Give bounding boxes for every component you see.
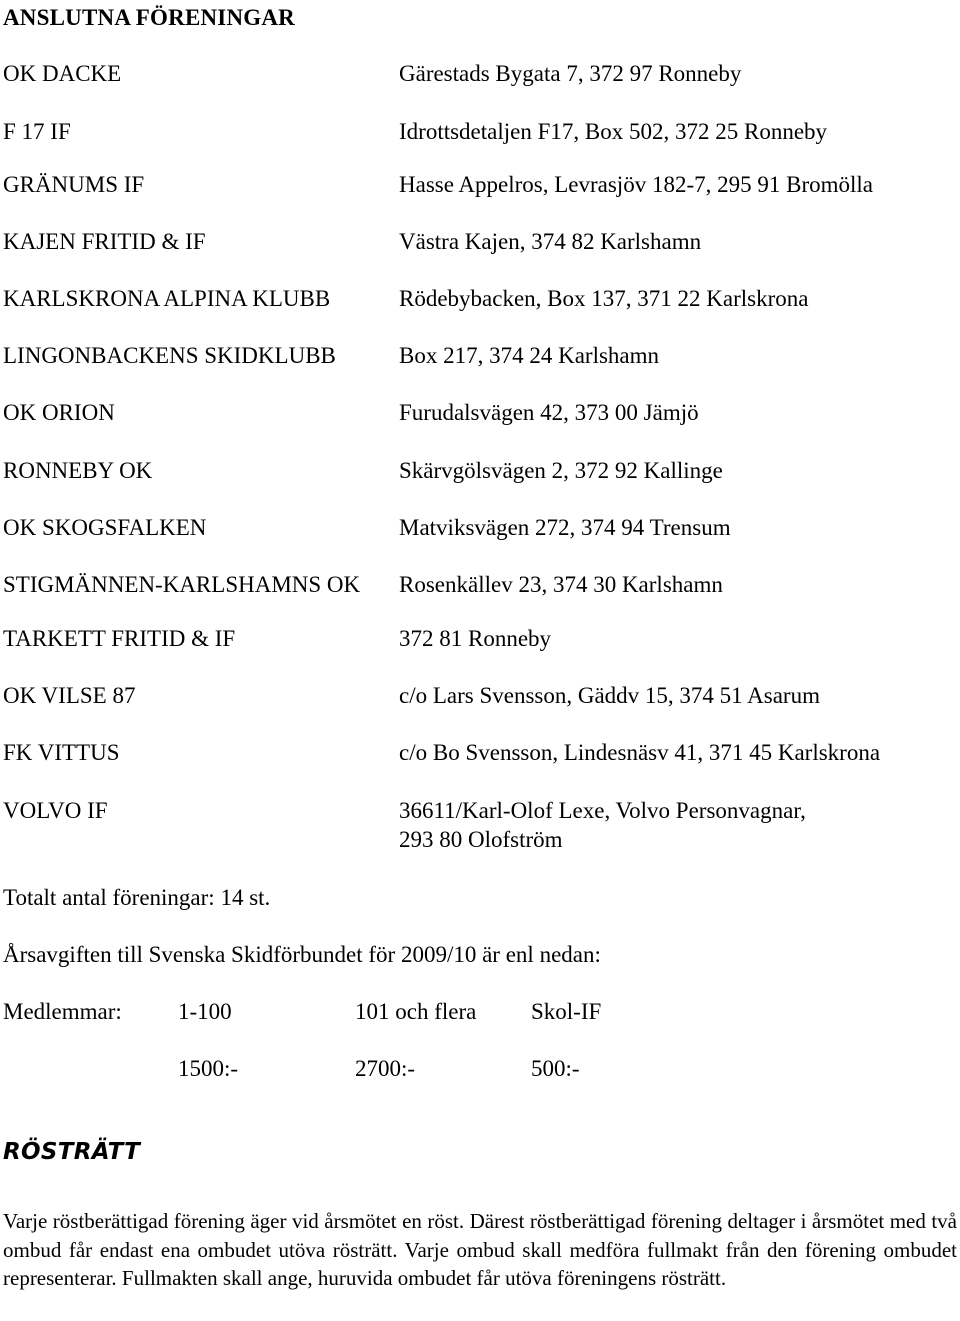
club-row xyxy=(0,342,960,370)
voting-paragraph: Varje röstberättigad förening äger vid årsmötet en röst. Därest röstberättigad förening deltager i årsmötet med två ombud får endast ena ombudet utöva rösträtt. Varje ombud skall medföra fullmakt från den förening ombudet representerar. Fullmakten skall ange, huruvida ombudet får utöva föreningens rösträtt. xyxy=(3,1209,957,1290)
fee-intro: Årsavgiften till Svenska Skidförbundet för 2009/10 är enl nedan: xyxy=(3,942,601,967)
club-name: OK ORION xyxy=(3,400,115,425)
club-row xyxy=(0,797,960,852)
club-address: Skärvgölsvägen 2, 372 92 Kallinge xyxy=(399,458,723,483)
club-row xyxy=(0,514,960,542)
fee-label: Medlemmar: xyxy=(3,999,122,1024)
club-name: TARKETT FRITID & IF xyxy=(3,626,236,651)
voting-title: RÖSTRÄTT xyxy=(3,1139,141,1165)
club-name: OK VILSE 87 xyxy=(3,683,136,708)
club-address: 372 81 Ronneby xyxy=(399,626,552,651)
fee-value: 500:- xyxy=(531,1056,580,1081)
club-name: RONNEBY OK xyxy=(3,458,153,483)
club-row xyxy=(0,285,960,313)
fee-value: 2700:- xyxy=(355,1056,416,1081)
club-address: Västra Kajen, 374 82 Karlshamn xyxy=(399,229,702,254)
club-address: Hasse Appelros, Levrasjöv 182-7, 295 91 Bromölla xyxy=(399,172,873,197)
club-row xyxy=(0,571,960,599)
club-address: Furudalsvägen 42, 373 00 Jämjö xyxy=(399,400,699,425)
fee-header: Skol-IF xyxy=(531,999,602,1024)
fee-value: 1500:- xyxy=(178,1056,239,1081)
club-address: Rödebybacken, Box 137, 371 22 Karlskrona xyxy=(399,286,809,311)
club-name: FK VITTUS xyxy=(3,740,120,765)
club-address: 36611/Karl-Olof Lexe, Volvo Personvagnar, xyxy=(399,798,806,823)
club-address-line2: 293 80 Olofström xyxy=(399,827,563,852)
club-address: c/o Bo Svensson, Lindesnäsv 41, 371 45 Karlskrona xyxy=(399,740,881,765)
club-row xyxy=(0,457,960,485)
club-row xyxy=(0,739,960,767)
club-name: OK DACKE xyxy=(3,61,122,86)
club-row xyxy=(0,228,960,256)
club-row xyxy=(0,399,960,427)
club-address: Idrottsdetaljen F17, Box 502, 372 25 Ronneby xyxy=(399,119,828,144)
club-name: GRÄNUMS IF xyxy=(3,172,145,197)
club-address: Rosenkällev 23, 374 30 Karlshamn xyxy=(399,572,723,597)
fee-header: 101 och flera xyxy=(355,999,477,1024)
club-name: F 17 IF xyxy=(3,119,71,144)
page-heading: ANSLUTNA FÖRENINGAR xyxy=(3,5,295,30)
club-name: VOLVO IF xyxy=(3,798,108,823)
club-address: Box 217, 374 24 Karlshamn xyxy=(399,343,660,368)
club-address: Matviksvägen 272, 374 94 Trensum xyxy=(399,515,731,540)
total-count: Totalt antal föreningar: 14 st. xyxy=(3,885,271,910)
club-name: KARLSKRONA ALPINA KLUBB xyxy=(3,286,331,311)
club-address: Gärestads Bygata 7, 372 97 Ronneby xyxy=(399,61,742,86)
fee-header: 1-100 xyxy=(178,999,232,1024)
club-row xyxy=(0,171,960,199)
club-address: c/o Lars Svensson, Gäddv 15, 374 51 Asarum xyxy=(399,683,820,708)
club-name: OK SKOGSFALKEN xyxy=(3,515,207,540)
club-row xyxy=(0,625,960,653)
club-name: KAJEN FRITID & IF xyxy=(3,229,206,254)
club-row xyxy=(0,60,960,88)
club-row xyxy=(0,118,960,146)
club-row xyxy=(0,682,960,710)
club-name: STIGMÄNNEN-KARLSHAMNS OK xyxy=(3,572,361,597)
club-name: LINGONBACKENS SKIDKLUBB xyxy=(3,343,336,368)
